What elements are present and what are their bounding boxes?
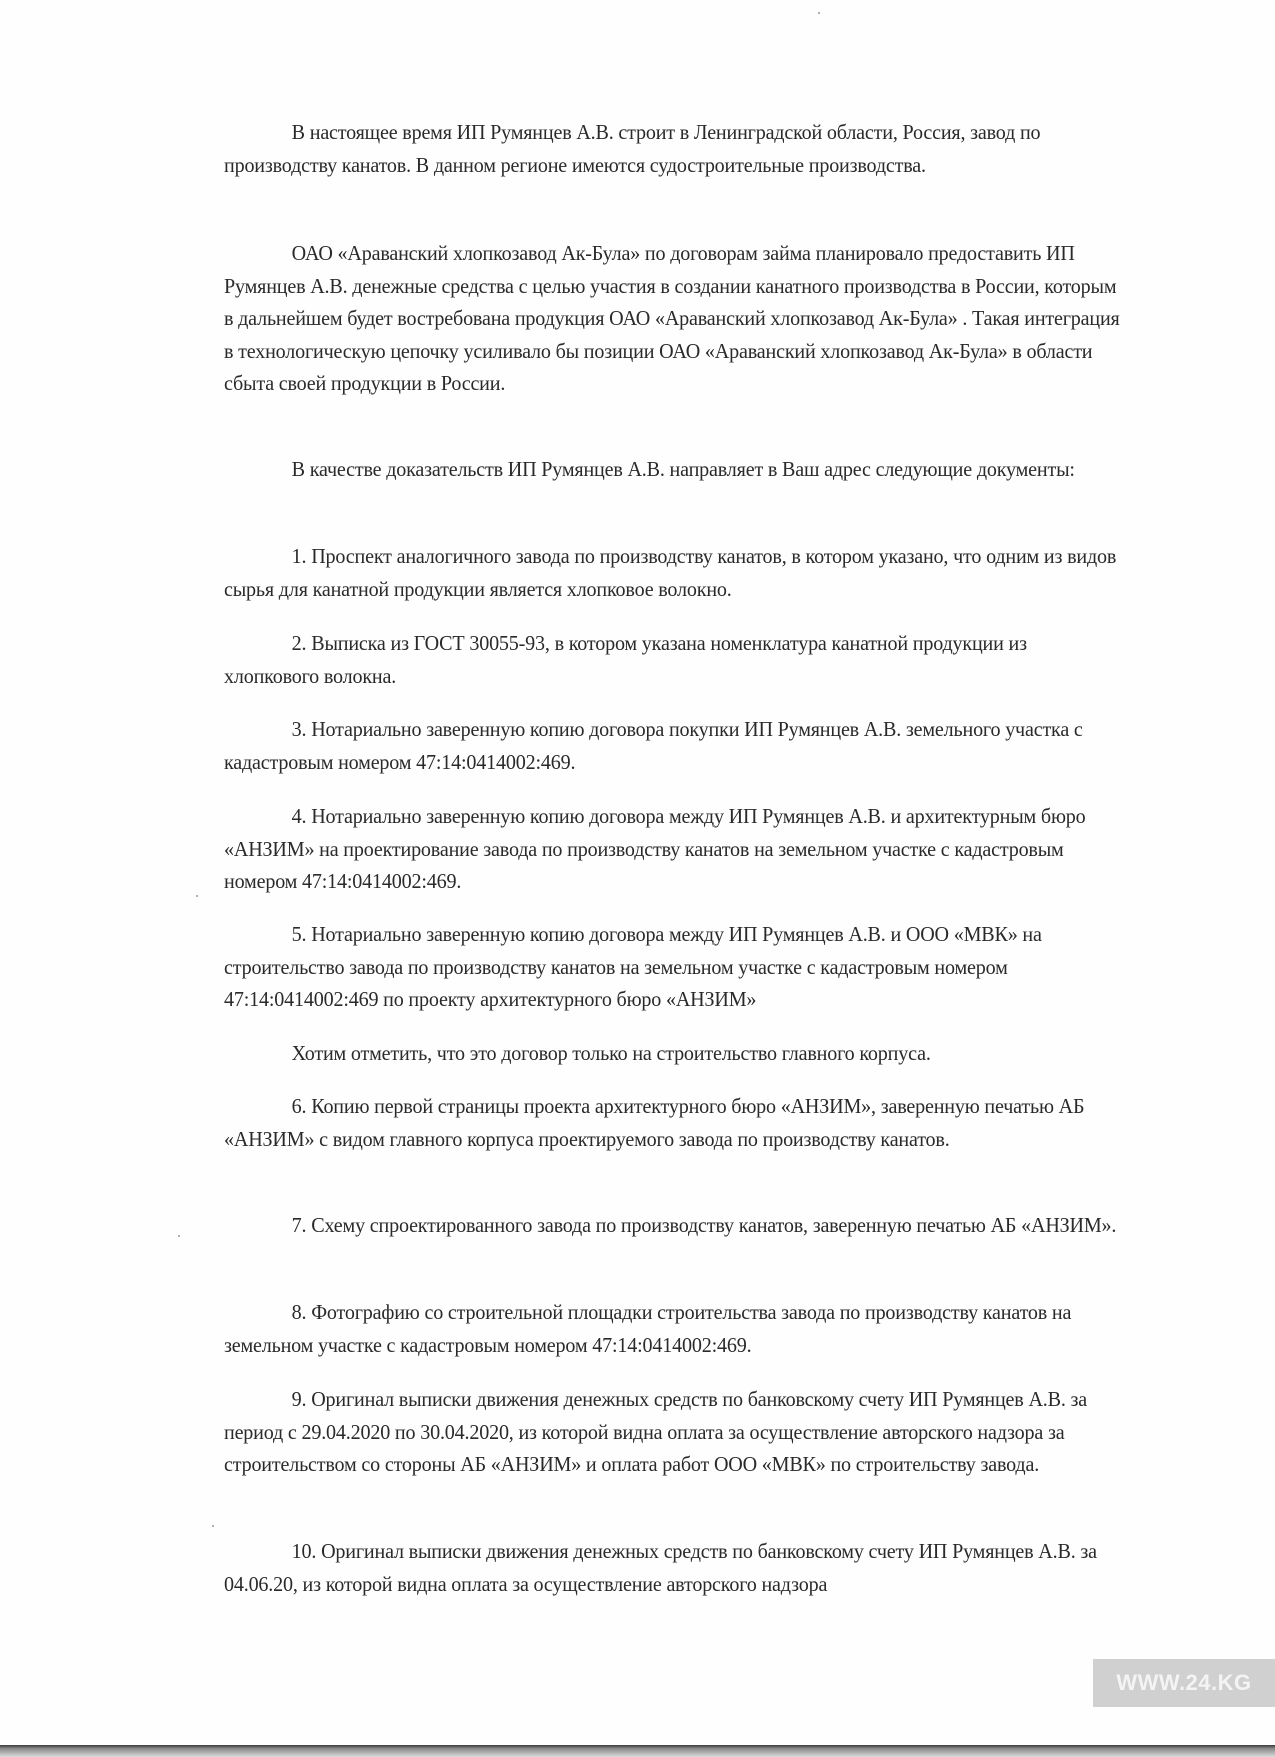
list-item-10: 10. Оригинал выписки движения денежных средств по банковскому счету ИП Румянцев А.В. за 04.06.20, из которой видна оплата за осуществление авторского надзора: [224, 1539, 1097, 1596]
paragraph-note: Хотим отметить, что это договор только на строительство главного корпуса.: [291, 1041, 931, 1065]
paragraph-intro: В настоящее время ИП Румянцев А.В. строит в Ленинградской области, Россия, завод по производству канатов. В данном регионе имеются судостроительные производства.: [224, 120, 1041, 177]
list-item-6: 6. Копию первой страницы проекта архитектурного бюро «АНЗИМ», заверенную печатью АБ «АНЗИМ» с видом главного корпуса проектируемого завода по производству канатов.: [224, 1094, 1085, 1151]
scan-speck: [196, 895, 198, 897]
list-item-5: 5. Нотариально заверенную копию договора между ИП Румянцев А.В. и ООО «МВК» на строительство завода по производству канатов на земельном участке с кадастровым номером 47:14:0414002:469 по проекту архитектурного бюро «АНЗИМ»: [224, 922, 1042, 1011]
page-bottom-edge: [0, 1745, 1275, 1757]
watermark-24kg: WWW.24.KG: [1093, 1659, 1275, 1707]
list-item-4: 4. Нотариально заверенную копию договора между ИП Румянцев А.В. и архитектурным бюро «АНЗИМ» на проектирование завода по производству канатов на земельном участке с кадастровым номером 47:14:0414002:469.: [224, 804, 1086, 893]
list-item-9: 9. Оригинал выписки движения денежных средств по банковскому счету ИП Румянцев А.В. за период с 29.04.2020 по 30.04.2020, из которой видна оплата за осуществление авторского надзора за строительством со стороны АБ «АНЗИМ» и оплата работ ООО «МВК» по строительству завода.: [224, 1387, 1088, 1476]
scan-speck: [212, 1525, 214, 1527]
list-item-2: 2. Выписка из ГОСТ 30055-93, в котором указана номенклатура канатной продукции из хлопкового волокна.: [224, 631, 1027, 688]
list-item-8: 8. Фотографию со строительной площадки строительства завода по производству канатов на земельном участке с кадастровым номером 47:14:0414002:469.: [224, 1300, 1072, 1357]
list-item-3: 3. Нотариально заверенную копию договора покупки ИП Румянцев А.В. земельного участка с кадастровым номером 47:14:0414002:469.: [224, 717, 1083, 774]
list-item-7: 7. Схему спроектированного завода по производству канатов, заверенную печатью АБ «АНЗИМ».: [291, 1213, 1117, 1237]
list-item-1: 1. Проспект аналогичного завода по производству канатов, в котором указано, что одним из видов сырья для канатной продукции является хлопковое волокно.: [224, 544, 1117, 601]
scan-speck: [178, 1235, 180, 1237]
scan-speck: [818, 12, 820, 14]
paragraph-evidence-intro: В качестве доказательств ИП Румянцев А.В. направляет в Ваш адрес следующие документы:: [291, 457, 1075, 481]
paragraph-loan-plan: ОАО «Араванский хлопкозавод Ак-Була» по договорам займа планировало предоставить ИП Румянцев А.В. денежные средства с целью участия в создании канатного производства в России, которым в дальнейшем будет востребована продукция ОАО «Араванский хлопкозавод Ак-Була» . Такая интеграция в технологическую цепочку усиливало бы позиции ОАО «Араванский хлопкозавод Ак-Була» в области сбыта своей продукции в России.: [224, 241, 1120, 395]
